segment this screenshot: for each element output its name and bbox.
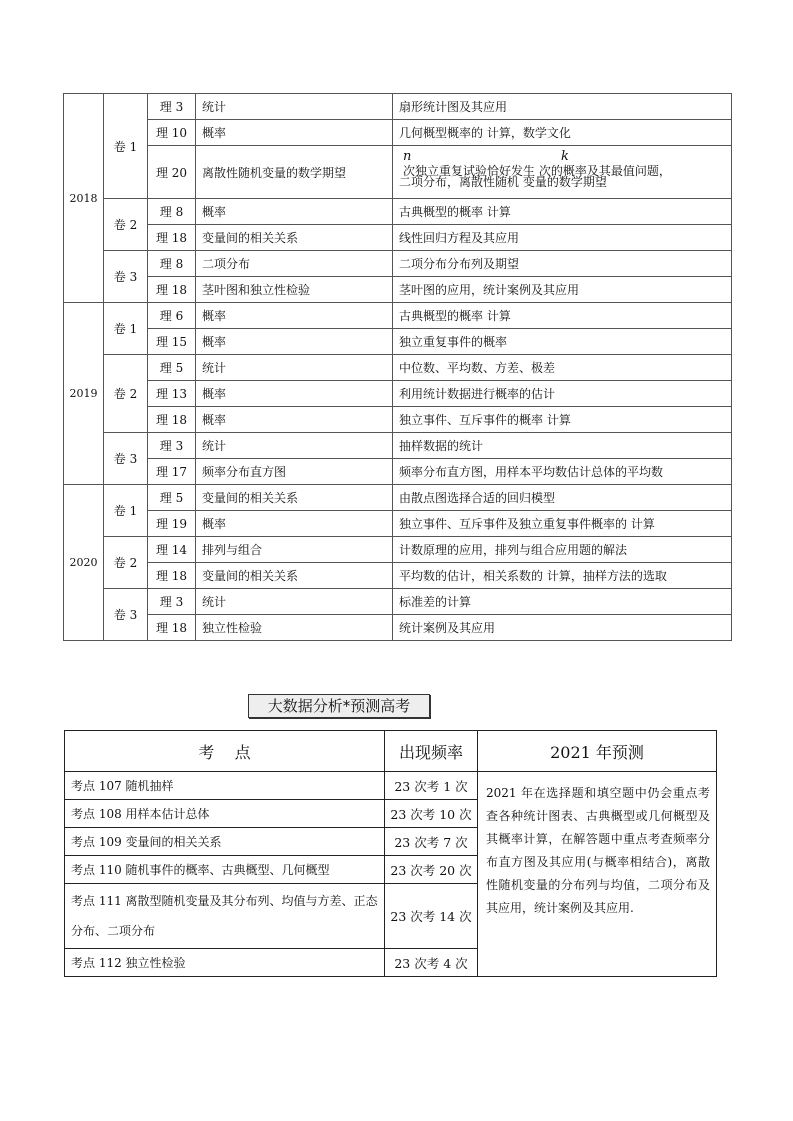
variable-k: k — [561, 149, 569, 164]
table-row — [64, 146, 732, 199]
paper-cell: 卷 1 — [104, 94, 148, 199]
paper-cell: 卷 2 — [104, 355, 148, 433]
detail-cell: 抽样数据的统计 — [393, 433, 732, 459]
frequency-cell: 23 次考 7 次 — [385, 828, 478, 856]
detail-cell: 线性回归方程及其应用 — [393, 225, 732, 251]
topic-cell: 统计 — [196, 355, 393, 381]
exam-history-table — [63, 93, 732, 641]
topic-cell: 概率 — [196, 199, 393, 225]
topic-cell: 独立性检验 — [196, 615, 393, 641]
table-row — [64, 615, 732, 641]
topic-cell: 概率 — [196, 329, 393, 355]
year-cell: 2020 — [64, 485, 104, 641]
table-row — [64, 459, 732, 485]
topic-cell: 概率 — [196, 120, 393, 146]
table-row — [64, 225, 732, 251]
table-row — [64, 355, 732, 381]
kaodian-cell: 考点 111 离散型随机变量及其分布列、均值与方差、正态分布、二项分布 — [65, 884, 385, 949]
table-row — [64, 485, 732, 511]
detail-cell: 二项分布分布列及期望 — [393, 251, 732, 277]
detail-cell: 几何概型概率的 计算，数学文化 — [393, 120, 732, 146]
frequency-cell: 23 次考 4 次 — [385, 949, 478, 977]
question-number-cell: 理 18 — [148, 277, 196, 303]
section-heading: 大数据分析*预测高考 — [248, 694, 430, 718]
topic-cell: 排列与组合 — [196, 537, 393, 563]
question-number-cell: 理 8 — [148, 199, 196, 225]
kaodian-cell: 考点 112 独立性检验 — [65, 949, 385, 977]
table-row — [64, 433, 732, 459]
table-row — [64, 511, 732, 537]
paper-cell: 卷 3 — [104, 251, 148, 303]
topic-cell: 概率 — [196, 407, 393, 433]
table-row — [64, 277, 732, 303]
table-row — [64, 94, 732, 120]
topic-cell: 概率 — [196, 381, 393, 407]
kaodian-cell: 考点 110 随机事件的概率、古典概型、几何概型 — [65, 856, 385, 884]
topic-cell: 概率 — [196, 511, 393, 537]
question-number-cell: 理 6 — [148, 303, 196, 329]
question-number-cell: 理 18 — [148, 407, 196, 433]
topic-cell: 统计 — [196, 589, 393, 615]
detail-cell: 茎叶图的应用，统计案例及其应用 — [393, 277, 732, 303]
detail-cell: 计数原理的应用，排列与组合应用题的解法 — [393, 537, 732, 563]
detail-cell: 古典概型的概率 计算 — [393, 199, 732, 225]
question-number-cell: 理 5 — [148, 355, 196, 381]
question-number-cell: 理 3 — [148, 94, 196, 120]
kaodian-cell: 考点 109 变量间的相关关系 — [65, 828, 385, 856]
topic-cell: 统计 — [196, 433, 393, 459]
table-row — [64, 199, 732, 225]
year-cell: 2018 — [64, 94, 104, 303]
question-number-cell: 理 10 — [148, 120, 196, 146]
table-row — [64, 120, 732, 146]
detail-cell: 平均数的估计，相关系数的 计算，抽样方法的选取 — [393, 563, 732, 589]
question-number-cell: 理 18 — [148, 563, 196, 589]
table-row — [64, 563, 732, 589]
prediction-table — [64, 730, 717, 977]
topic-cell: 变量间的相关关系 — [196, 225, 393, 251]
prediction-cell: 2021 年在选择题和填空题中仍会重点考查各种统计图表、古典概型或几何概型及其概率计算，在解答题中重点考查频率分布直方图及其应用(与概率相结合)，离散性随机变量的分布列与均值，二项分布及其应用，统计案例及其应用. — [478, 772, 717, 977]
topic-cell: 统计 — [196, 94, 393, 120]
question-number-cell: 理 3 — [148, 589, 196, 615]
header-kaodian: 考 点 — [65, 731, 385, 772]
year-cell: 2019 — [64, 303, 104, 485]
frequency-cell: 23 次考 20 次 — [385, 856, 478, 884]
detail-cell: 独立事件、互斥事件及独立重复事件概率的 计算 — [393, 511, 732, 537]
detail-cell: 统计案例及其应用 — [393, 615, 732, 641]
question-number-cell: 理 20 — [148, 146, 196, 199]
detail-line: 次独立重复试验恰好发生 次的概率及其最值问题， — [403, 164, 671, 178]
frequency-cell: 23 次考 14 次 — [385, 884, 478, 949]
question-number-cell: 理 14 — [148, 537, 196, 563]
detail-cell: 独立事件、互斥事件的概率 计算 — [393, 407, 732, 433]
detail-cell: 独立重复事件的概率 — [393, 329, 732, 355]
topic-cell: 频率分布直方图 — [196, 459, 393, 485]
topic-cell: 变量间的相关关系 — [196, 485, 393, 511]
table-row — [64, 251, 732, 277]
detail-cell: 由散点图选择合适的回归模型 — [393, 485, 732, 511]
detail-cell: 中位数、平均数、方差、极差 — [393, 355, 732, 381]
detail-cell — [393, 146, 732, 199]
detail-cell: 频率分布直方图，用样本平均数估计总体的平均数 — [393, 459, 732, 485]
table-row — [64, 407, 732, 433]
detail-cell: 古典概型的概率 计算 — [393, 303, 732, 329]
paper-cell: 卷 2 — [104, 199, 148, 251]
paper-cell: 卷 1 — [104, 485, 148, 537]
question-number-cell: 理 15 — [148, 329, 196, 355]
paper-cell: 卷 1 — [104, 303, 148, 355]
header-prediction: 2021 年预测 — [478, 731, 717, 772]
detail-line: 二项分布，离散性随机 变量的数学期望 — [399, 175, 607, 189]
table-row — [64, 303, 732, 329]
question-number-cell: 理 19 — [148, 511, 196, 537]
topic-cell: 概率 — [196, 303, 393, 329]
topic-cell: 二项分布 — [196, 251, 393, 277]
topic-cell: 茎叶图和独立性检验 — [196, 277, 393, 303]
paper-cell: 卷 3 — [104, 589, 148, 641]
table-row — [64, 537, 732, 563]
detail-cell: 扇形统计图及其应用 — [393, 94, 732, 120]
frequency-cell: 23 次考 1 次 — [385, 772, 478, 800]
detail-cell: 标准差的计算 — [393, 589, 732, 615]
paper-cell: 卷 2 — [104, 537, 148, 589]
header-frequency: 出现频率 — [385, 731, 478, 772]
question-number-cell: 理 18 — [148, 225, 196, 251]
paper-cell: 卷 3 — [104, 433, 148, 485]
detail-cell: 利用统计数据进行概率的估计 — [393, 381, 732, 407]
topic-cell: 变量间的相关关系 — [196, 563, 393, 589]
kaodian-cell: 考点 107 随机抽样 — [65, 772, 385, 800]
frequency-cell: 23 次考 10 次 — [385, 800, 478, 828]
kaodian-cell: 考点 108 用样本估计总体 — [65, 800, 385, 828]
question-number-cell: 理 13 — [148, 381, 196, 407]
table-row — [64, 329, 732, 355]
table-row — [64, 589, 732, 615]
table-row — [64, 381, 732, 407]
topic-cell: 离散性随机变量的数学期望 — [196, 146, 393, 199]
question-number-cell: 理 5 — [148, 485, 196, 511]
variable-n: n — [403, 149, 412, 164]
question-number-cell: 理 17 — [148, 459, 196, 485]
question-number-cell: 理 18 — [148, 615, 196, 641]
question-number-cell: 理 3 — [148, 433, 196, 459]
question-number-cell: 理 8 — [148, 251, 196, 277]
